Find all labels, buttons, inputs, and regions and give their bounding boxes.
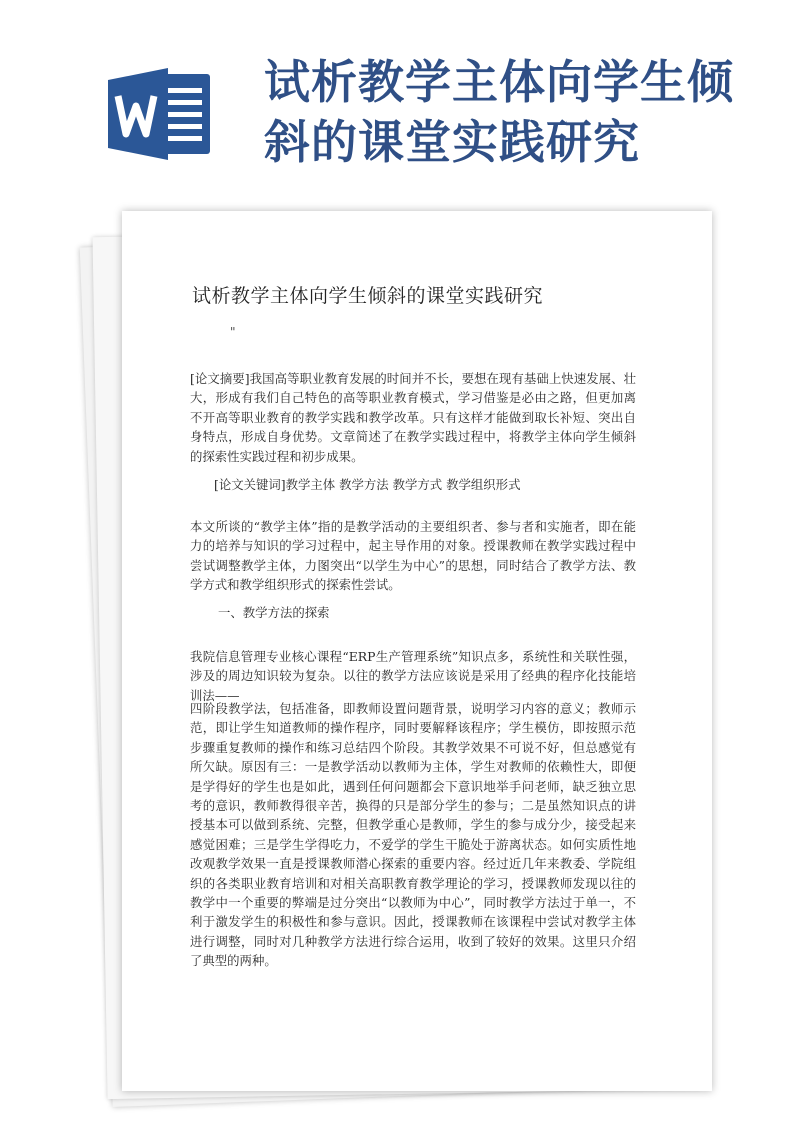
document-title: 试析教学主体向学生倾斜的课堂实践研究 — [192, 285, 544, 307]
body-paragraph-2: 四阶段教学法，包括准备，即教师设置问题背景，说明学习内容的意义；教师示范，即让学生知道教师的操作程序，同时要解释该程序；学生模仿，即按照示范步骤重复教师的操作和练习总结四个阶段。其教学效果不可说不好，但总感觉有所欠缺。原因有三：一是教学活动以教师为主体，学生对教师的依赖性大，即便是学得好的学生也是如此，遇到任何问题都会下意识地举手问老师，缺乏独立思考的意识，教师教得很辛苦，换得的只是部分学生的参与；二是虽然知识点的讲授基本可以做到系统、完整，但教学重心是教师，学生的参与成分少，接受起来感觉困难；三是学生学得吃力，不爱学的学生干脆处于游离状态。如何实质性地改观教学效果一直是授课教师潜心探索的重要内容。经过近几年来教委、学院组织的各类职业教育培训和对相关高职教育教学理论的学习，授课教师发现以往的教学中一个重要的弊端是过分突出“以教师为中心”，同时教学方法过于单一，不利于激发学生的积极性和参与意识。因此，授课教师在该课程中尝试对教学主体进行调整，同时对几种教学方法进行综合运用，收到了较好的效果。这里只介绍了典型的两种。 — [190, 701, 636, 969]
intro-paragraph: 本文所谈的“教学主体”指的是教学活动的主要组织者、参与者和实施者，即在能力的培养与知识的学习过程中，起主导作用的对象。授课教师在教学实践过程中尝试调整教学主体，力图突出“以学生为中心”的思想，同时结合了教学方法、教学方式和教学组织形式的探索性尝试。 — [190, 519, 636, 593]
keywords-line: [论文关键词]教学主体 教学方法 教学方式 教学组织形式 — [214, 477, 521, 492]
quote-mark: " — [230, 325, 236, 339]
word-document-icon — [108, 66, 214, 162]
banner — [0, 0, 800, 200]
document-page — [122, 211, 712, 1091]
banner-title: 试析教学主体向学生倾斜的课堂实践研究 — [264, 55, 734, 169]
section-heading: 一、教学方法的探索 — [218, 605, 330, 620]
abstract-paragraph: [论文摘要]我国高等职业教育发展的时间并不长，要想在现有基础上快速发展、壮大，形成有我们自己特色的高等职业教育模式，学习借鉴是必由之路，但更加离不开高等职业教育的教学实践和教学改革。只有这样才能做到取长补短、突出自身特点，形成自身优势。文章简述了在教学实践过程中，将教学主体向学生倾斜的探索性实践过程和初步成果。 — [190, 371, 636, 464]
body-paragraph-1: 我院信息管理专业核心课程“ERP生产管理系统”知识点多，系统性和关联性强，涉及的周边知识较为复杂。以往的教学方法应该说是采用了经典的程序化技能培训法—— — [190, 649, 636, 703]
